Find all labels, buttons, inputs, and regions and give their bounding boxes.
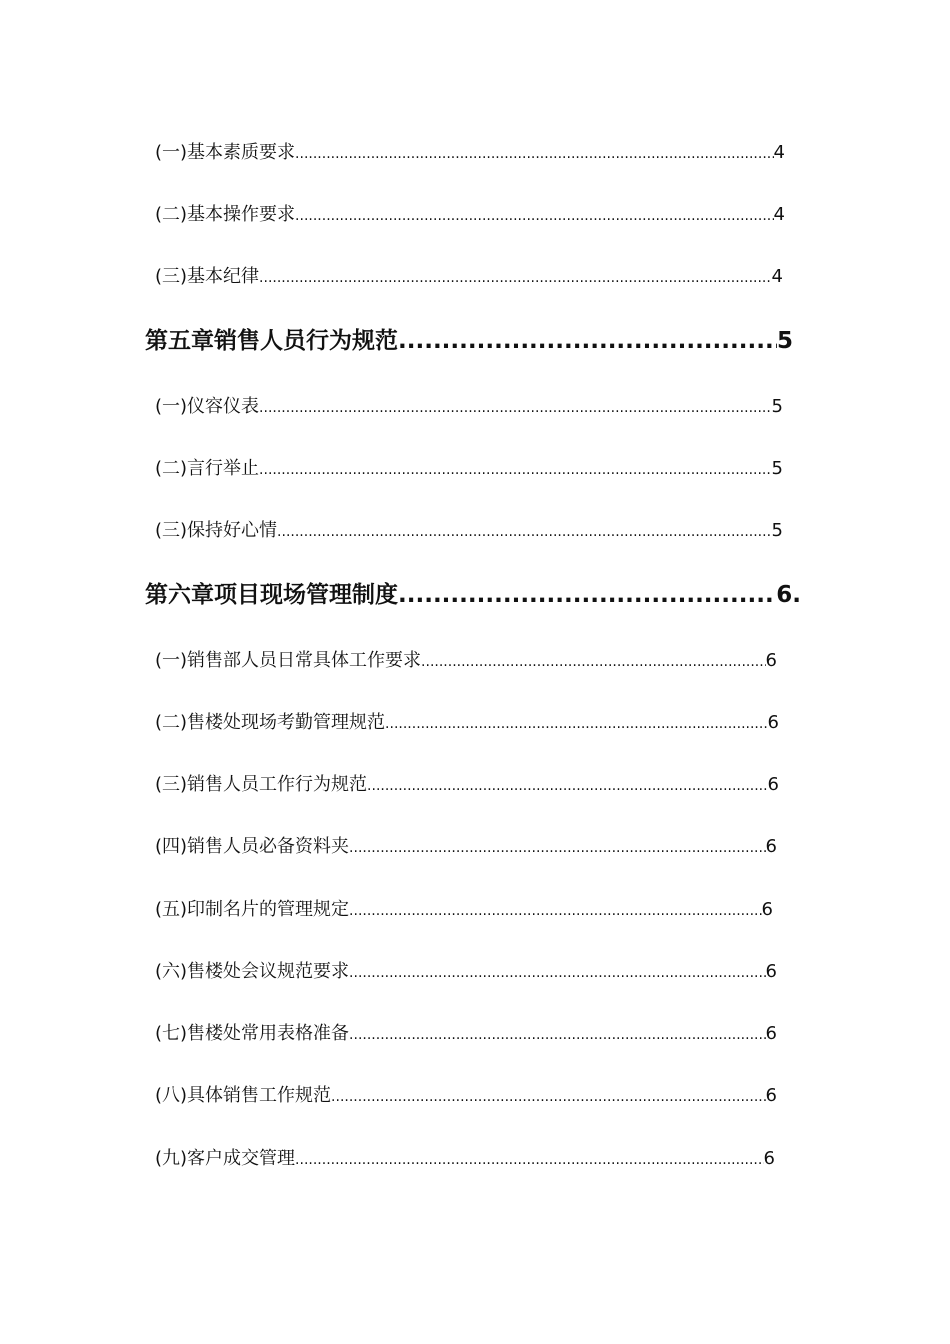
toc-chapter-number: 第五章: [145, 328, 214, 354]
toc-entry-number: (七): [155, 1023, 188, 1044]
toc-entry-page: 5: [771, 520, 783, 541]
toc-leader-dots: [295, 142, 774, 163]
toc-entry-number: (二): [155, 458, 188, 479]
toc-entry-page: 6: [765, 650, 777, 671]
toc-entry-title: 销售人员工作行为规范: [187, 774, 368, 795]
toc-entry-number: (九): [155, 1148, 188, 1169]
toc-leader-dots: [295, 1148, 764, 1169]
toc-entry: [155, 832, 777, 858]
toc-leader-dots: [277, 520, 772, 541]
toc-entry: [155, 200, 785, 226]
toc-entry-page: 6: [761, 899, 773, 920]
toc-entry-title: 售楼处现场考勤管理规范: [187, 712, 386, 733]
toc-leader-dots: [385, 712, 768, 733]
toc-entry: [155, 957, 777, 983]
toc-entry-number: (五): [155, 899, 188, 920]
toc-entry: [155, 138, 785, 164]
toc-entry: [155, 646, 777, 672]
toc-leader-dots: [349, 961, 766, 982]
toc-leader-dots: [398, 582, 776, 608]
toc-entry-page: 6: [765, 961, 777, 982]
toc-entry-title: 售楼处会议规范要求: [187, 961, 350, 982]
toc-entry-number: (二): [155, 204, 188, 225]
toc-entry: [155, 516, 783, 542]
toc-leader-dots: [349, 1023, 766, 1044]
toc-entry: [155, 1144, 775, 1170]
toc-entry-number: (四): [155, 836, 188, 857]
toc-entry-title: 保持好心情: [187, 520, 278, 541]
toc-entry-number: (一): [155, 650, 188, 671]
toc-entry-number: (六): [155, 961, 188, 982]
toc-chapter-page: 6.: [776, 582, 801, 608]
toc-entry-page: 6: [765, 1023, 777, 1044]
toc-entry-title: 售楼处常用表格准备: [187, 1023, 350, 1044]
toc-leader-dots: [259, 396, 772, 417]
toc-entry-number: (一): [155, 396, 188, 417]
toc-entry: [155, 770, 779, 796]
toc-entry-page: 5: [771, 458, 783, 479]
toc-entry-page: 5: [771, 396, 783, 417]
toc-chapter-title: 项目现场管理制度: [214, 582, 398, 608]
toc-entry: [155, 895, 773, 921]
toc-leader-dots: [259, 266, 772, 287]
toc-entry-page: 4: [773, 204, 785, 225]
toc-entry-title: 销售人员必备资料夹: [187, 836, 350, 857]
toc-chapter-page: 5: [776, 328, 793, 354]
toc-entry: [155, 262, 783, 288]
toc-chapter-title: 销售人员行为规范: [214, 328, 398, 354]
toc-entry-title: 基本素质要求: [187, 142, 296, 163]
toc-entry-page: 4: [773, 142, 785, 163]
toc-entry-number: (三): [155, 266, 188, 287]
toc-entry: [155, 454, 783, 480]
toc-entry: [155, 1019, 777, 1045]
toc-entry-title: 言行举止: [187, 458, 260, 479]
toc-entry-title: 印制名片的管理规定: [187, 899, 350, 920]
toc-leader-dots: [349, 899, 762, 920]
toc-entry-title: 销售部人员日常具体工作要求: [187, 650, 422, 671]
toc-entry-page: 4: [771, 266, 783, 287]
toc-entry-title: 仪容仪表: [187, 396, 260, 417]
toc-entry-number: (八): [155, 1085, 188, 1106]
toc-entry-page: 6: [763, 1148, 775, 1169]
toc-leader-dots: [295, 204, 774, 225]
toc-chapter-number: 第六章: [145, 582, 214, 608]
toc-entry-page: 6: [765, 1085, 777, 1106]
toc-entry: [155, 1081, 777, 1107]
toc-leader-dots: [349, 836, 766, 857]
toc-entry-page: 6: [767, 712, 779, 733]
toc-chapter: [145, 576, 801, 609]
toc-entry: [155, 392, 783, 418]
toc-leader-dots: [421, 650, 766, 671]
toc-leader-dots: [398, 328, 777, 354]
toc-entry-number: (一): [155, 142, 188, 163]
toc-entry-page: 6: [765, 836, 777, 857]
toc-entry-number: (三): [155, 520, 188, 541]
toc-chapter: [145, 322, 793, 355]
toc-entry-page: 6: [767, 774, 779, 795]
toc-leader-dots: [331, 1085, 766, 1106]
toc-leader-dots: [259, 458, 772, 479]
toc-entry-number: (二): [155, 712, 188, 733]
toc-entry-number: (三): [155, 774, 188, 795]
toc-entry-title: 基本操作要求: [187, 204, 296, 225]
toc-entry-title: 客户成交管理: [187, 1148, 296, 1169]
toc-entry: [155, 708, 779, 734]
toc-entry-title: 基本纪律: [187, 266, 260, 287]
toc-leader-dots: [367, 774, 768, 795]
toc-entry-title: 具体销售工作规范: [187, 1085, 332, 1106]
